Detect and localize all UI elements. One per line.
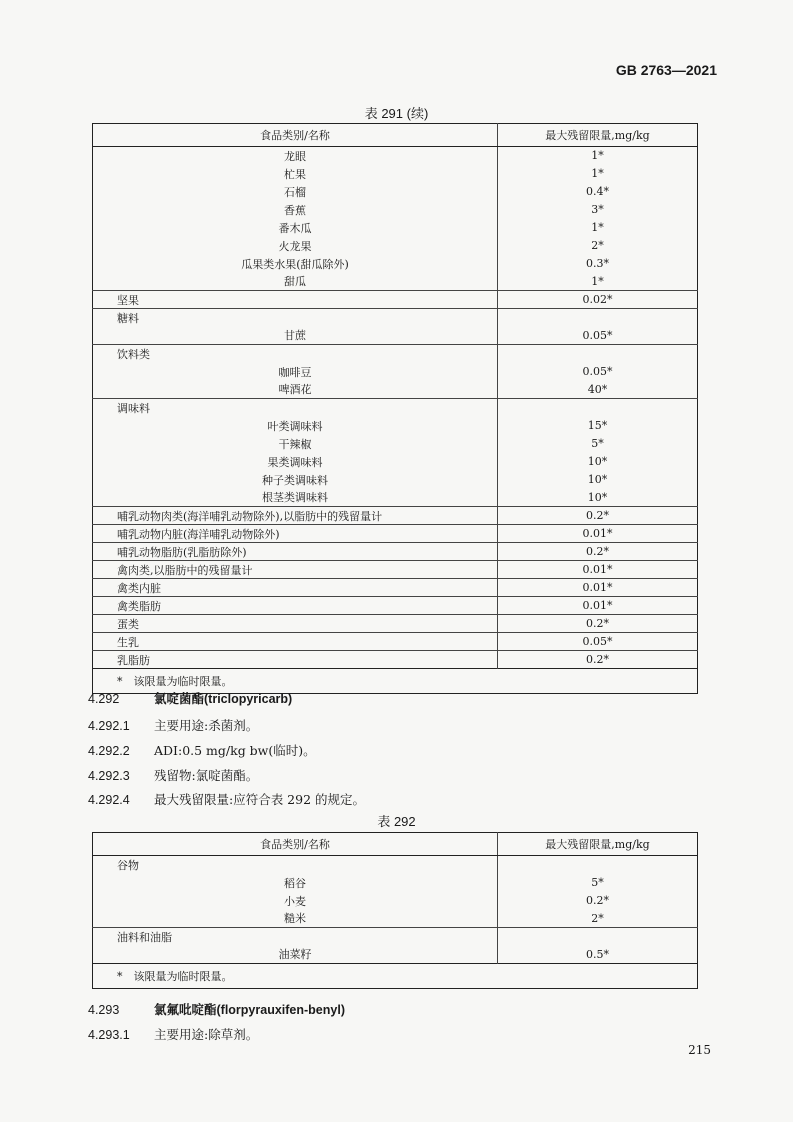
food-name-cell: 干辣椒 <box>93 435 498 453</box>
table-row <box>93 201 698 219</box>
clause-text: 主要用途:杀菌剂。 <box>154 718 259 733</box>
standard-code: GB 2763—2021 <box>615 62 717 78</box>
table-row <box>93 525 698 543</box>
table-row <box>93 471 698 489</box>
food-name-cell: 龙眼 <box>93 147 498 165</box>
clause-text: 最大残留限量:应符合表 292 的规定。 <box>154 792 366 807</box>
table-row <box>93 255 698 273</box>
mrl-value-cell: 0.05* <box>582 328 613 342</box>
mrl-value-cell: 0.02* <box>498 291 698 309</box>
mrl-value-cell: 1* <box>591 149 604 163</box>
food-name-cell: 油菜籽 <box>93 946 498 964</box>
table-291 <box>92 123 698 694</box>
mrl-value-cell: 0.4* <box>586 185 609 198</box>
table-row <box>93 237 698 255</box>
table-row <box>93 435 698 453</box>
mrl-value-cell: 0.2* <box>498 615 698 633</box>
table-row <box>93 874 698 892</box>
clause <box>88 1025 258 1043</box>
table-292-caption: 表 292 <box>377 814 416 829</box>
mrl-value-cell: 1* <box>591 167 604 180</box>
column-header-food: 食品类别/名称 <box>93 124 498 147</box>
table-291-caption: 表 291 (续) <box>364 106 429 121</box>
food-name-cell: 番木瓜 <box>93 219 498 237</box>
table-row <box>93 856 698 874</box>
food-name-cell: 小麦 <box>93 892 498 910</box>
food-name-cell: 种子类调味料 <box>93 471 498 489</box>
mrl-value-cell <box>498 928 698 946</box>
food-name-cell: 火龙果 <box>93 237 498 255</box>
table-row <box>93 633 698 651</box>
mrl-value-cell <box>498 856 698 874</box>
mrl-value-cell: 0.01* <box>498 561 698 579</box>
table-292 <box>92 832 698 989</box>
food-name-cell: 甜瓜 <box>93 273 498 291</box>
table-row <box>93 928 698 946</box>
table-row <box>93 183 698 201</box>
food-name-cell: 禽肉类,以脂肪中的残留量计 <box>93 561 498 579</box>
food-name-cell: 根茎类调味料 <box>93 489 498 507</box>
section-number: 4.293 <box>88 1003 120 1017</box>
table-row <box>93 327 698 345</box>
mrl-value-cell: 40* <box>587 382 608 396</box>
column-header-mrl: 最大残留限量,mg/kg <box>498 124 698 147</box>
mrl-value-cell: 0.3* <box>586 257 609 270</box>
page-number: 215 <box>688 1043 711 1057</box>
food-name-cell: 糖料 <box>93 309 498 327</box>
table-row <box>93 291 698 309</box>
table-row <box>93 910 698 928</box>
table-row <box>93 453 698 471</box>
food-name-cell: 哺乳动物内脏(海洋哺乳动物除外) <box>93 525 498 543</box>
mrl-value-cell: 0.2* <box>498 507 698 525</box>
table-row <box>93 165 698 183</box>
food-name-cell: 糙米 <box>93 910 498 928</box>
mrl-value-cell <box>498 399 698 417</box>
mrl-value-cell: 0.2* <box>586 894 609 907</box>
food-name-cell: 果类调味料 <box>93 453 498 471</box>
table-row <box>93 946 698 964</box>
clause-number: 4.292.1 <box>88 719 130 733</box>
food-name-cell: 生乳 <box>93 633 498 651</box>
column-header-mrl: 最大残留限量,mg/kg <box>498 833 698 856</box>
mrl-value-cell: 10* <box>587 490 608 504</box>
table-row <box>93 561 698 579</box>
clause-number: 4.293.1 <box>88 1028 130 1042</box>
mrl-value-cell: 1* <box>591 221 604 234</box>
mrl-value-cell: 0.05* <box>498 633 698 651</box>
food-name-cell: 调味料 <box>93 399 498 417</box>
food-name-cell: 蛋类 <box>93 615 498 633</box>
section-title: 氯氟吡啶酯(florpyrauxifen-benyl) <box>154 1003 345 1017</box>
food-name-cell: 乳脂肪 <box>93 651 498 669</box>
table-row <box>93 345 698 363</box>
mrl-value-cell: 0.01* <box>498 525 698 543</box>
section-heading <box>88 1000 345 1018</box>
food-name-cell: 杧果 <box>93 165 498 183</box>
mrl-value-cell: 0.2* <box>498 651 698 669</box>
table-row <box>93 363 698 381</box>
food-name-cell: 石榴 <box>93 183 498 201</box>
section-number: 4.292 <box>88 692 120 706</box>
mrl-value-cell: 15* <box>587 419 608 432</box>
food-name-cell: 坚果 <box>93 291 498 309</box>
food-name-cell: 瓜果类水果(甜瓜除外) <box>93 255 498 273</box>
mrl-value-cell <box>498 309 698 327</box>
table-row <box>93 543 698 561</box>
table-footnote: * 该限量为临时限量。 <box>93 669 698 694</box>
clause <box>88 741 316 759</box>
clause-text: 残留物:氯啶菌酯。 <box>154 768 259 783</box>
mrl-value-cell: 0.2* <box>498 543 698 561</box>
food-name-cell: 哺乳动物肉类(海洋哺乳动物除外),以脂肪中的残留量计 <box>93 507 498 525</box>
mrl-value-cell: 5* <box>591 437 604 450</box>
mrl-value-cell: 0.01* <box>498 597 698 615</box>
food-name-cell: 禽类脂肪 <box>93 597 498 615</box>
mrl-value-cell: 10* <box>587 473 608 486</box>
table-row <box>93 892 698 910</box>
table-row <box>93 651 698 669</box>
clause-number: 4.292.2 <box>88 744 130 758</box>
clause-number: 4.292.4 <box>88 793 130 807</box>
section-title: 氯啶菌酯(triclopyricarb) <box>154 692 293 706</box>
clause <box>88 716 258 734</box>
food-name-cell: 稻谷 <box>93 874 498 892</box>
food-name-cell: 咖啡豆 <box>93 363 498 381</box>
food-name-cell: 禽类内脏 <box>93 579 498 597</box>
table-row <box>93 147 698 165</box>
mrl-value-cell: 2* <box>591 239 604 252</box>
clause-text: 主要用途:除草剂。 <box>154 1027 259 1042</box>
column-header-food: 食品类别/名称 <box>93 833 498 856</box>
section-heading <box>88 689 292 707</box>
food-name-cell: 油料和油脂 <box>93 928 498 946</box>
food-name-cell: 香蕉 <box>93 201 498 219</box>
table-row <box>93 219 698 237</box>
table-row <box>93 597 698 615</box>
clause-number: 4.292.3 <box>88 769 130 783</box>
mrl-value-cell: 0.01* <box>498 579 698 597</box>
table-footnote: * 该限量为临时限量。 <box>93 964 698 989</box>
table-row <box>93 309 698 327</box>
table-row <box>93 489 698 507</box>
mrl-value-cell: 1* <box>591 274 604 288</box>
mrl-value-cell: 0.5* <box>586 947 609 961</box>
table-row <box>93 381 698 399</box>
mrl-value-cell: 0.05* <box>582 365 613 378</box>
mrl-value-cell: 2* <box>591 911 604 925</box>
table-row <box>93 273 698 291</box>
mrl-value-cell: 5* <box>591 876 604 889</box>
food-name-cell: 哺乳动物脂肪(乳脂肪除外) <box>93 543 498 561</box>
table-row <box>93 615 698 633</box>
mrl-value-cell: 3* <box>591 203 604 216</box>
table-row <box>93 579 698 597</box>
food-name-cell: 甘蔗 <box>93 327 498 345</box>
clause <box>88 790 365 808</box>
table-row <box>93 399 698 417</box>
clause-text: ADI:0.5 mg/kg bw(临时)。 <box>154 743 316 758</box>
food-name-cell: 啤酒花 <box>93 381 498 399</box>
mrl-value-cell: 10* <box>587 455 608 468</box>
mrl-value-cell <box>498 345 698 363</box>
food-name-cell: 叶类调味料 <box>93 417 498 435</box>
table-row <box>93 507 698 525</box>
table-row <box>93 417 698 435</box>
food-name-cell: 谷物 <box>93 856 498 874</box>
food-name-cell: 饮料类 <box>93 345 498 363</box>
clause <box>88 766 258 784</box>
